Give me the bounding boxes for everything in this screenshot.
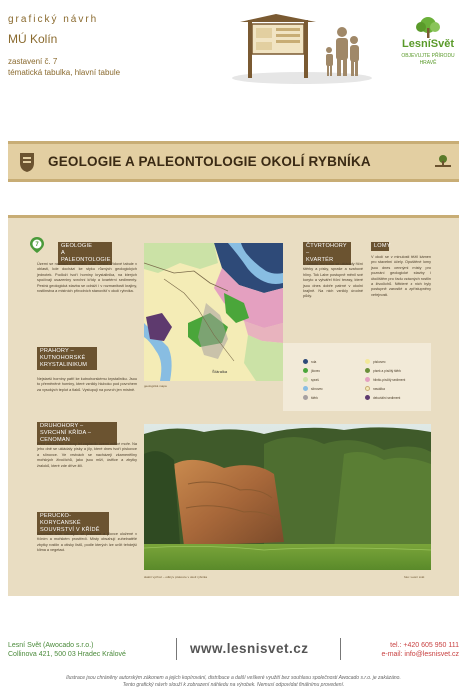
legend-swatch — [303, 395, 308, 400]
rock-outcrop-photo — [144, 424, 431, 570]
section-heading-ctvrtohory: ČTVRTOHORY – KVARTÉR — [303, 242, 351, 265]
title-band — [8, 141, 459, 182]
board-type-text: tématická tabulka, hlavní tabule — [8, 68, 121, 77]
stop-number: 7 — [35, 242, 39, 248]
header-line-3 — [8, 56, 120, 78]
legend-swatch — [303, 386, 308, 391]
legend-swatch — [303, 359, 308, 364]
footer-company — [8, 641, 126, 659]
legend-swatch — [303, 377, 308, 382]
section-heading-druhohory: DRUHOHORY – SVRCHNÍ KŘÍDA – CENOMAN — [37, 422, 117, 445]
legend-item: navážka — [365, 386, 431, 391]
company-address: Collinova 421, 500 03 Hradec Králové — [8, 651, 126, 658]
legend-item: písek a písčitý štěrk — [365, 368, 431, 373]
legend-item: deluviální sediment — [365, 395, 431, 400]
kolin-crest-icon — [18, 151, 36, 173]
legend-item: rula — [303, 359, 369, 364]
section-text-geologie: Území se nachází v centrální části České křídové tabule v oblasti, kde dochází ke styku různých geologických jednotek. Podloží tvoří horniny krystalinika, na kterých spočívají usazeniny svrchní křídy a kvartérní sedimenty. Pestrá geologická stavba se odráží i v rozmanitosti krajiny, rostlinstva a místních přírodních stanovišť v okolí rybníka. — [37, 262, 137, 294]
map-caption: geologická mapa — [144, 384, 167, 388]
legend-swatch — [365, 359, 370, 364]
header-info — [8, 14, 120, 78]
map-place-label: Šťáralka — [212, 369, 228, 374]
company-name: Lesní Svět (Awocado s.r.o.) — [8, 642, 94, 649]
footer-contact — [381, 641, 459, 659]
family-icon — [326, 27, 359, 76]
section-heading-perucko: PERUCKO-KORYCANSKÉ SOUVRSTVÍ V KŘÍDĚ — [37, 512, 109, 535]
legend-item: štěrk — [303, 395, 369, 400]
map-legend — [283, 343, 431, 411]
footer-website-link[interactable]: www.lesnisvet.cz — [190, 641, 309, 656]
lesni-svet-small-logo-icon — [433, 154, 453, 168]
header-line-2: MÚ Kolín — [8, 32, 58, 46]
footer-divider — [176, 638, 177, 660]
contact-email[interactable]: e-mail: info@lesnisvet.cz — [381, 651, 459, 658]
logo-tagline — [392, 53, 464, 67]
legend-item: pískovec — [365, 359, 431, 364]
legend-swatch — [365, 368, 370, 373]
geological-map — [144, 243, 283, 381]
section-heading-prahory: PRAHORY – KUTNOHORSKÉ KRYSTALINIKUM — [37, 347, 97, 370]
stop-number-text: zastavení č. 7 — [8, 57, 58, 66]
tree-logo-icon — [408, 16, 448, 38]
section-text-druhohory: Před zhruba sto miliony let zaplavilo území mělké moře. Na jeho dně se ukládaly písky a jíly, které dnes tvoří pískovce a slínovce. Ve vrstvách se nacházejí zkameněliny mořských živočichů, jako jsou mlži, ústřice a zbytky žraloků, které zde dříve žili. — [37, 442, 137, 468]
legend-item: spraš — [303, 377, 369, 382]
photo-caption: skalní výchoz – odkryv pískovce v okolí rybníka — [144, 575, 208, 579]
section-text-prahory: Nejstarší horniny patří ke kutnohorskému krystaliniku. Jsou to přeměněné horniny, které vznikly hluboko pod povrchem za vysokých teplot a tlaků. Vystupují na povrch jen místně. — [37, 377, 137, 392]
legend-item: slínovec — [303, 386, 369, 391]
legal-notice: Ilustrace jsou chráněny autorským zákonem a jejich kopírování, distribuce a další veškeré využití bez souhlasu společnosti Awocado s.r.o. je zakázáno. Tento grafický návrh slouží k zobrazení náhledu na výrobek. Nemusí odpovídat finálnímu provedení. — [66, 675, 401, 688]
legend-swatch — [365, 377, 370, 382]
header-line-1: grafický návrh — [8, 14, 99, 25]
info-board-illustration — [232, 12, 372, 84]
section-text-lomy: V okolí se v minulosti těžil kámen pro stavební účely. Opuštěné lomy jsou dnes cennými místy pro poznání geologické stavby i útočištěm pro řadu vzácných rostlin a živočichů. Některé z nich byly postupně zarostlé a zpřístupněny veřejnosti. — [371, 255, 431, 297]
legend-swatch — [303, 368, 308, 373]
map-pin-icon — [30, 237, 44, 253]
legend-item: hlinito-písčitý sediment — [365, 377, 431, 382]
photo-credit: foto: Lesní svět — [404, 575, 425, 579]
section-text-ctvrtohory: V období čtvrtohor se ukládaly říční štěrky a písky, spraše a svahové hlíny. Tok Labe postupně měnil své koryto a vytvářel říční terasy, které jsou dnes dobře patrné v okolní krajině. Na nich vznikly úrodné půdy. — [303, 262, 363, 299]
contact-phone[interactable]: tel.: +420 605 950 111 — [390, 642, 459, 649]
lesni-svet-logo — [392, 16, 464, 78]
footer-divider — [340, 638, 341, 660]
legend-swatch — [365, 395, 370, 400]
section-text-perucko: Souvrství tvoří střídající se pískovce a jílovce uložené v říčním a mořském prostředí. Místy obsahují zuhelnatělé zbytky rostlin a otisky listů, podle kterých lze určit tehdejší klima a vegetaci. — [37, 532, 137, 553]
logo-tagline-1: OBJEVUJTE PŘÍRODU — [401, 53, 455, 59]
logo-name: LesníSvět — [402, 38, 454, 50]
section-heading-lomy: LOMY — [371, 242, 389, 251]
section-heading-geologie: GEOLOGIE A PALEONTOLOGIE — [58, 242, 112, 265]
legend-swatch — [365, 386, 370, 391]
legend-item: jílovec — [303, 368, 369, 373]
logo-tagline-2: HRAVĚ — [419, 60, 437, 66]
page-title: GEOLOGIE A PALEONTOLOGIE OKOLÍ RYBNÍKA — [48, 154, 371, 169]
